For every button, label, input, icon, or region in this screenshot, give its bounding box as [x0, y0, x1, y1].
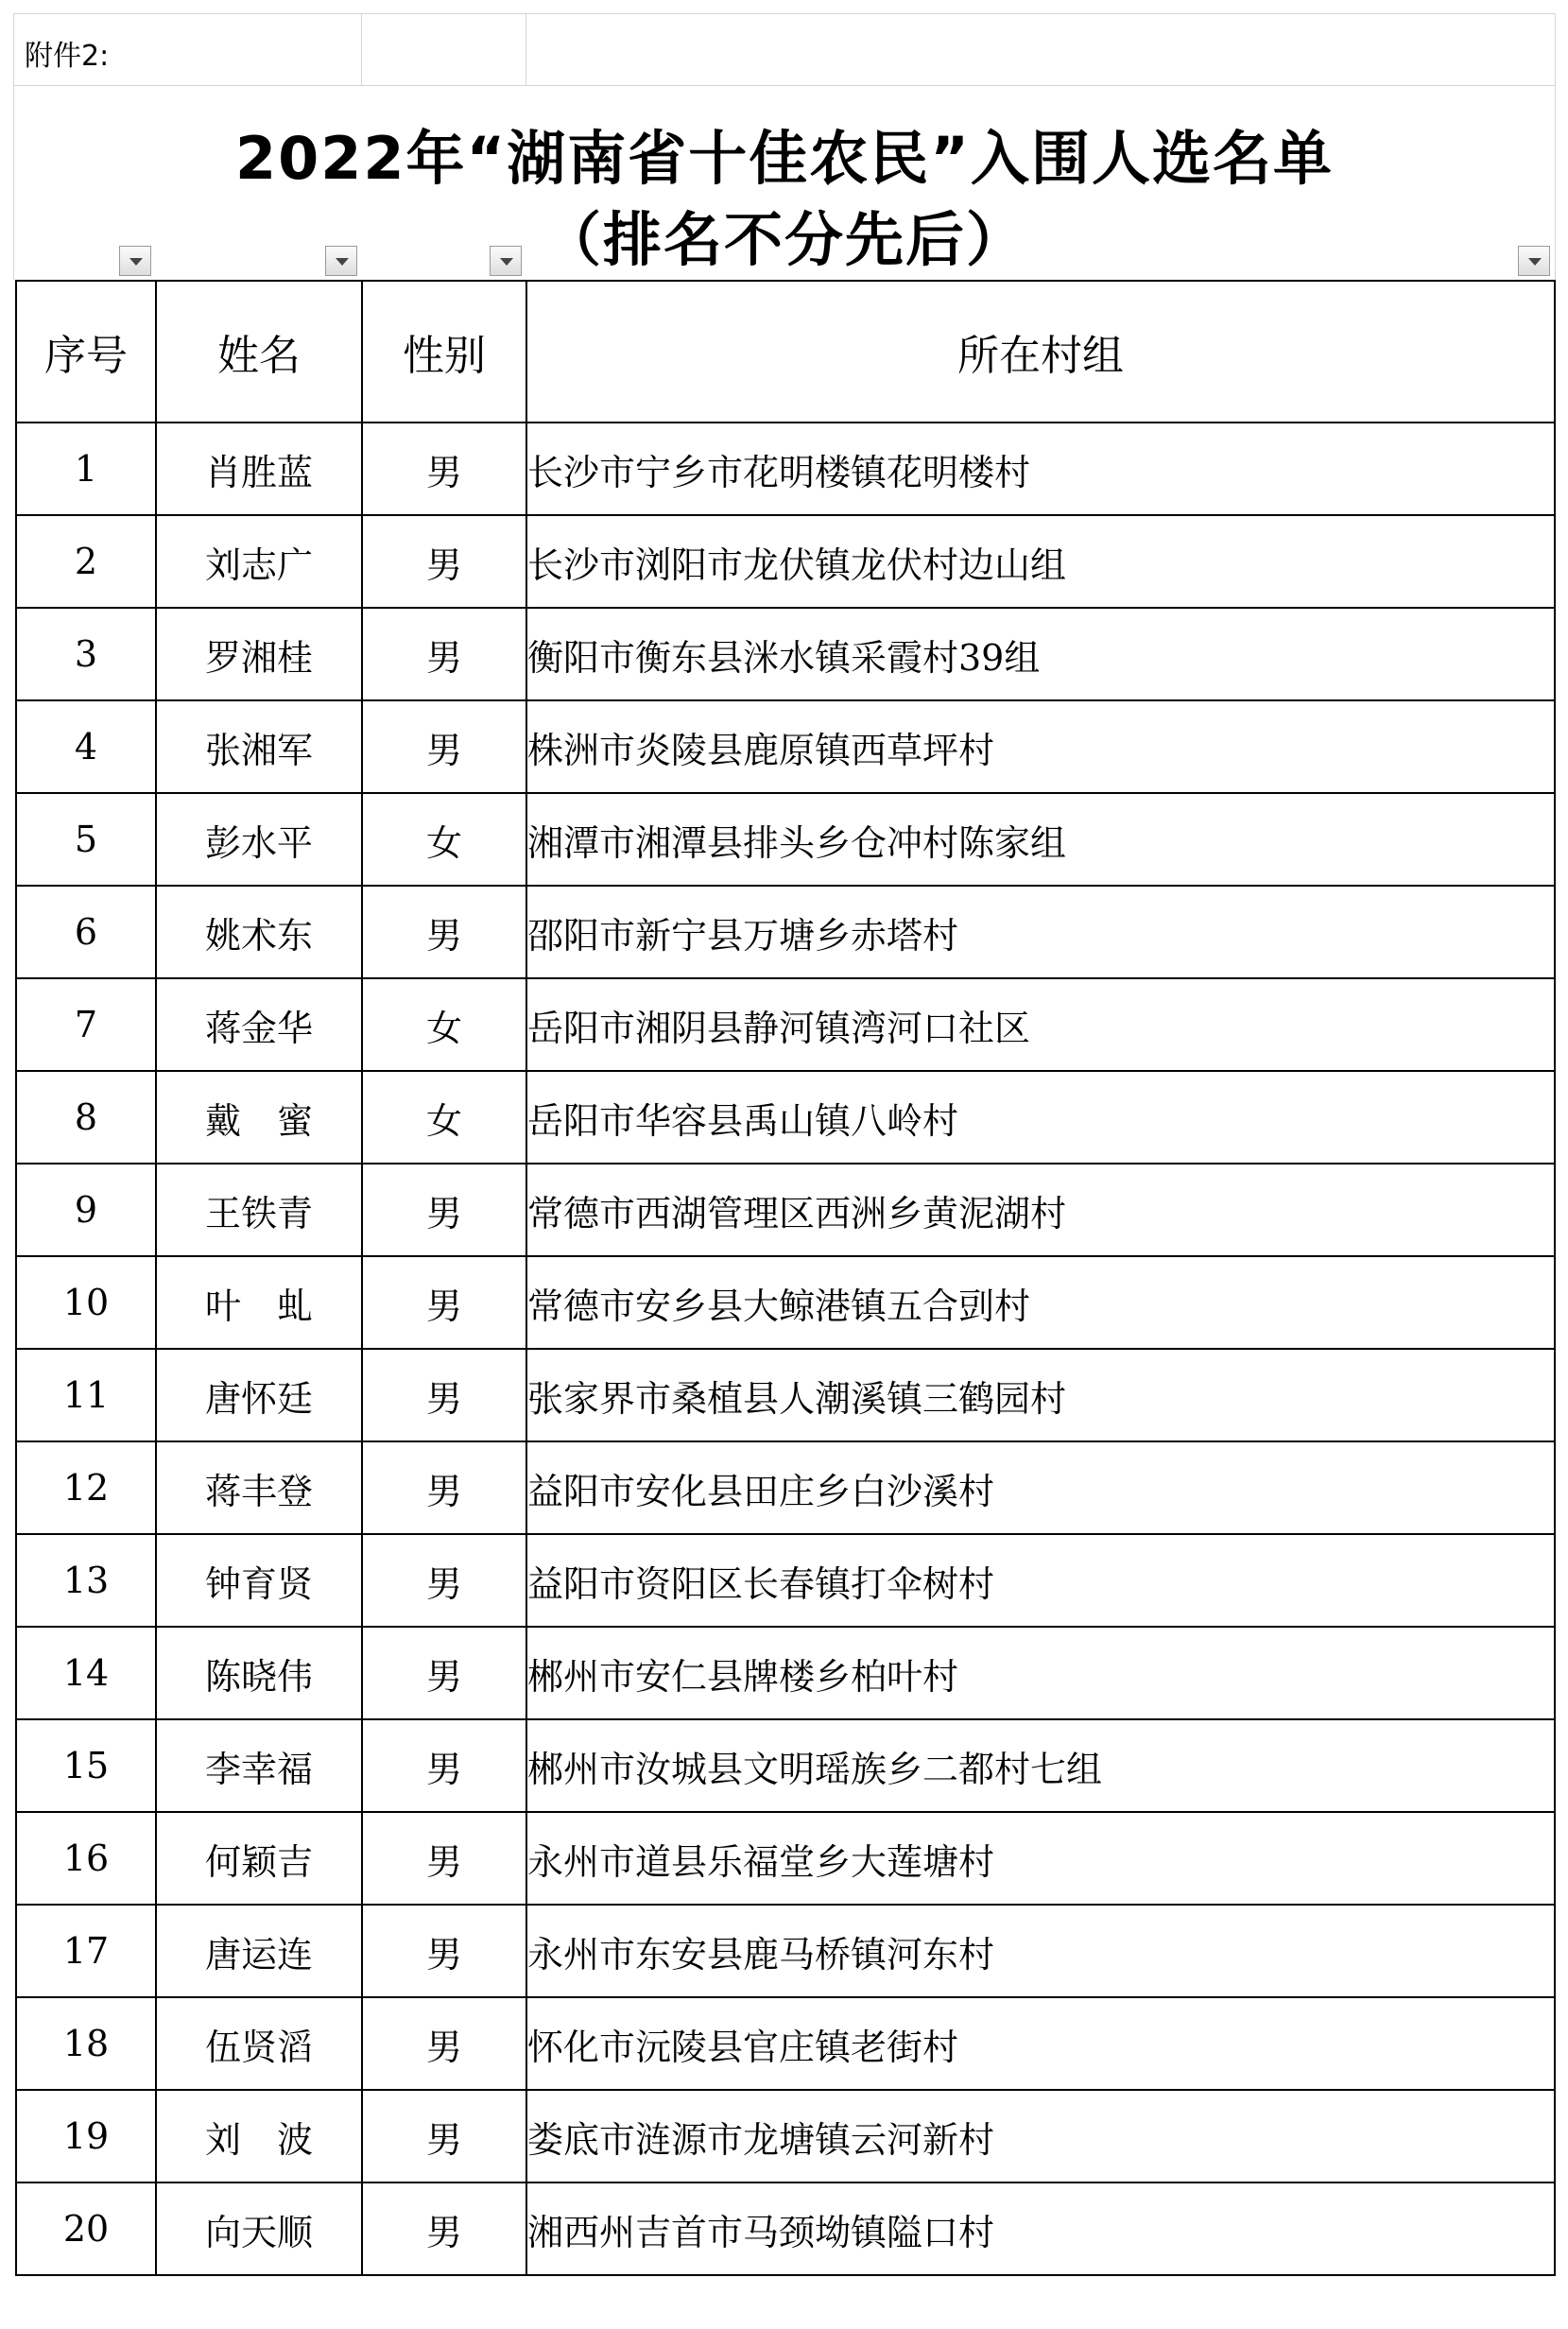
cell-no[interactable]: 17 — [16, 1905, 156, 1997]
table-header-row — [16, 281, 1555, 423]
cell-no[interactable]: 5 — [16, 793, 156, 886]
document-subtitle: （排名不分先后） — [542, 205, 1026, 274]
cell-no[interactable]: 1 — [16, 423, 156, 515]
cell-name[interactable]: 罗湘桂 — [156, 608, 362, 700]
table-row — [16, 2090, 1555, 2182]
cell-no[interactable]: 12 — [16, 1441, 156, 1534]
cell-location[interactable]: 益阳市资阳区长春镇打伞树村 — [526, 1534, 1555, 1627]
cell-no[interactable]: 6 — [16, 886, 156, 978]
cell-name[interactable]: 陈晓伟 — [156, 1627, 362, 1719]
table-row — [16, 515, 1555, 608]
table-row — [16, 1441, 1555, 1534]
cell-location[interactable]: 株洲市炎陵县鹿原镇西草坪村 — [526, 700, 1555, 793]
cell-location[interactable]: 张家界市桑植县人潮溪镇三鹤园村 — [526, 1349, 1555, 1441]
cell-no[interactable]: 9 — [16, 1164, 156, 1256]
cell-no[interactable]: 2 — [16, 515, 156, 608]
cell-no[interactable]: 13 — [16, 1534, 156, 1627]
cell-gender[interactable]: 男 — [362, 1627, 526, 1719]
cell-no[interactable]: 8 — [16, 1071, 156, 1164]
cell-location[interactable]: 郴州市安仁县牌楼乡柏叶村 — [526, 1627, 1555, 1719]
cell-gender[interactable]: 男 — [362, 1905, 526, 1997]
cell-gender[interactable]: 男 — [362, 1441, 526, 1534]
cell-gender[interactable]: 男 — [362, 1719, 526, 1812]
table-row — [16, 1256, 1555, 1349]
cell-location[interactable]: 长沙市宁乡市花明楼镇花明楼村 — [526, 423, 1555, 515]
filter-dropdown-icon[interactable] — [119, 246, 151, 276]
table-row — [16, 2182, 1555, 2275]
cell-name[interactable]: 蒋金华 — [156, 978, 362, 1071]
cell-name[interactable]: 张湘军 — [156, 700, 362, 793]
table-row — [16, 608, 1555, 700]
table-row — [16, 1071, 1555, 1164]
cell-location[interactable]: 岳阳市华容县禹山镇八岭村 — [526, 1071, 1555, 1164]
attachment-label: 附件2: — [25, 40, 110, 73]
cell-no[interactable]: 7 — [16, 978, 156, 1071]
cell-gender[interactable]: 男 — [362, 1349, 526, 1441]
cell-name[interactable]: 王铁青 — [156, 1164, 362, 1256]
cell-gender[interactable]: 女 — [362, 1071, 526, 1164]
cell-name[interactable]: 唐运连 — [156, 1905, 362, 1997]
cell-gender[interactable]: 男 — [362, 423, 526, 515]
cell-location[interactable]: 常德市西湖管理区西洲乡黄泥湖村 — [526, 1164, 1555, 1256]
cell-gender[interactable]: 男 — [362, 2090, 526, 2182]
cell-no[interactable]: 16 — [16, 1812, 156, 1905]
header-gender[interactable]: 性别 — [362, 281, 526, 423]
cell-gender[interactable]: 女 — [362, 793, 526, 886]
cell-gender[interactable]: 男 — [362, 515, 526, 608]
cell-location[interactable]: 衡阳市衡东县洣水镇采霞村39组 — [526, 608, 1555, 700]
cell-no[interactable]: 19 — [16, 2090, 156, 2182]
cell-name[interactable]: 刘 波 — [156, 2090, 362, 2182]
cell-gender[interactable]: 男 — [362, 1997, 526, 2090]
cell-name[interactable]: 刘志广 — [156, 515, 362, 608]
candidate-table — [15, 280, 1556, 2276]
cell-no[interactable]: 10 — [16, 1256, 156, 1349]
cell-name[interactable]: 唐怀廷 — [156, 1349, 362, 1441]
cell-name[interactable]: 姚术东 — [156, 886, 362, 978]
cell-name[interactable]: 戴 蜜 — [156, 1071, 362, 1164]
cell-location[interactable]: 永州市道县乐福堂乡大莲塘村 — [526, 1812, 1555, 1905]
header-name[interactable]: 姓名 — [156, 281, 362, 423]
cell-name[interactable]: 肖胜蓝 — [156, 423, 362, 515]
cell-location[interactable]: 益阳市安化县田庄乡白沙溪村 — [526, 1441, 1555, 1534]
document-title: 2022年“湖南省十佳农民”入围人选名单 — [234, 124, 1335, 193]
cell-name[interactable]: 李幸福 — [156, 1719, 362, 1812]
filter-dropdown-icon[interactable] — [490, 246, 522, 276]
cell-gender[interactable]: 女 — [362, 978, 526, 1071]
table-row — [16, 1534, 1555, 1627]
cell-no[interactable]: 15 — [16, 1719, 156, 1812]
table-row — [16, 1164, 1555, 1256]
cell-no[interactable]: 20 — [16, 2182, 156, 2275]
table-row — [16, 1627, 1555, 1719]
cell-gender[interactable]: 男 — [362, 2182, 526, 2275]
cell-no[interactable]: 3 — [16, 608, 156, 700]
cell-name[interactable]: 叶 虬 — [156, 1256, 362, 1349]
cell-gender[interactable]: 男 — [362, 700, 526, 793]
cell-gender[interactable]: 男 — [362, 608, 526, 700]
cell-gender[interactable]: 男 — [362, 1164, 526, 1256]
cell-gender[interactable]: 男 — [362, 886, 526, 978]
cell-location[interactable]: 湘潭市湘潭县排头乡仓冲村陈家组 — [526, 793, 1555, 886]
cell-location[interactable]: 永州市东安县鹿马桥镇河东村 — [526, 1905, 1555, 1997]
cell-location[interactable]: 常德市安乡县大鲸港镇五合剅村 — [526, 1256, 1555, 1349]
header-no[interactable]: 序号 — [16, 281, 156, 423]
cell-no[interactable]: 18 — [16, 1997, 156, 2090]
grid-line — [13, 13, 1556, 14]
cell-location[interactable]: 郴州市汝城县文明瑶族乡二都村七组 — [526, 1719, 1555, 1812]
cell-location[interactable]: 邵阳市新宁县万塘乡赤塔村 — [526, 886, 1555, 978]
cell-name[interactable]: 蒋丰登 — [156, 1441, 362, 1534]
filter-dropdown-icon[interactable] — [325, 246, 357, 276]
grid-line — [13, 85, 1556, 86]
table-row — [16, 1997, 1555, 2090]
cell-location[interactable]: 湘西州吉首市马颈坳镇隘口村 — [526, 2182, 1555, 2275]
cell-gender[interactable]: 男 — [362, 1534, 526, 1627]
cell-name[interactable]: 何颖吉 — [156, 1812, 362, 1905]
cell-name[interactable]: 伍贤滔 — [156, 1997, 362, 2090]
table-row — [16, 700, 1555, 793]
cell-gender[interactable]: 男 — [362, 1256, 526, 1349]
table-row — [16, 1812, 1555, 1905]
cell-no[interactable]: 11 — [16, 1349, 156, 1441]
table-row — [16, 793, 1555, 886]
table-row — [16, 1349, 1555, 1441]
cell-location[interactable]: 怀化市沅陵县官庄镇老街村 — [526, 1997, 1555, 2090]
grid-line — [361, 13, 362, 85]
table-row — [16, 1719, 1555, 1812]
cell-location[interactable]: 娄底市涟源市龙塘镇云河新村 — [526, 2090, 1555, 2182]
cell-location[interactable]: 岳阳市湘阴县静河镇湾河口社区 — [526, 978, 1555, 1071]
cell-name[interactable]: 彭水平 — [156, 793, 362, 886]
header-location[interactable]: 所在村组 — [526, 281, 1555, 423]
table-row — [16, 1905, 1555, 1997]
cell-name[interactable]: 向天顺 — [156, 2182, 362, 2275]
filter-dropdown-icon[interactable] — [1518, 246, 1550, 276]
cell-location[interactable]: 长沙市浏阳市龙伏镇龙伏村边山组 — [526, 515, 1555, 608]
table-row — [16, 423, 1555, 515]
table-row — [16, 886, 1555, 978]
cell-name[interactable]: 钟育贤 — [156, 1534, 362, 1627]
table-row — [16, 978, 1555, 1071]
cell-no[interactable]: 14 — [16, 1627, 156, 1719]
cell-no[interactable]: 4 — [16, 700, 156, 793]
cell-gender[interactable]: 男 — [362, 1812, 526, 1905]
